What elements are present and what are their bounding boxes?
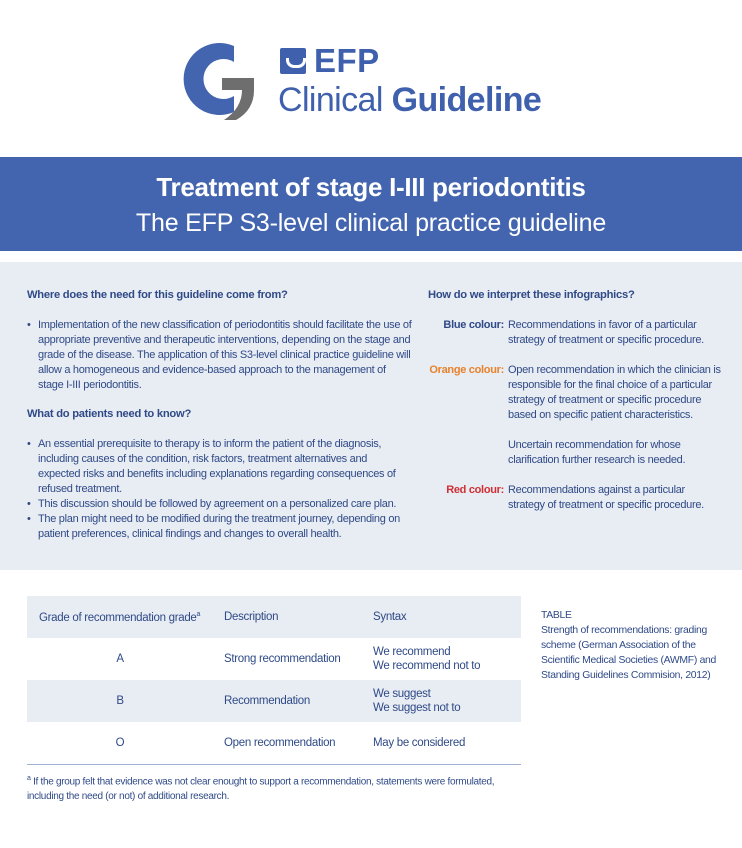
need-bullets [27,318,412,393]
table-footnote [27,771,521,804]
list-item: • This discussion should be followed by agreement on a personalized care plan. [27,497,412,512]
header-grade [39,611,219,624]
title-band [0,157,742,251]
legend-blue-key: Blue colour: [443,319,504,331]
syntax-line: We suggest not to [373,702,461,714]
legend-uncertain [428,438,728,468]
efp-smile-icon [280,48,306,74]
legend-orange-text: Open recommendation in which the clinician is responsible for the final choice of a particular strategy of treatment or specific procedure based on specific patient characteristics. [508,364,721,421]
table-caption [541,608,721,683]
legend-uncertain-key [428,438,508,468]
legend-red-text: Recommendations against a particular strategy of treatment or specific procedure. [508,484,704,511]
description-cell: Open recommendation [224,737,336,749]
caption-text: Strength of recommendations: grading scheme (German Association of the Scientific Medical Societies (AWMF) and Standing Guidelines Commision, 2012) [541,625,717,681]
legend-blue-text: Recommendations in favor of a particular strategy of treatment or specific procedure. [508,319,704,346]
legend-uncertain-text: Uncertain recommendation for whose clarification further research is needed. [508,439,686,466]
header-description: Description [224,611,279,623]
footnote-text: If the group felt that evidence was not clear enought to support a recommendation, statements were formulated, including the need (or not) of additional research. [27,776,495,803]
syntax-line: We suggest [373,688,431,700]
legend-red [428,483,728,513]
syntax-cell: May be considered [373,737,466,749]
list-item: • An essential prerequisite to therapy is to inform the patient of the diagnosis, including causes of the condition, risk factors, treatment alternatives and expected risks and benefits including explanations regarding consequences of refused treatment. [27,437,412,497]
colour-legend [428,318,728,513]
table-row [27,722,521,764]
table-divider [27,764,521,765]
question-need-heading: Where does the need for this guideline come from? [27,289,288,301]
caption-label: TABLE [541,610,572,621]
syntax-line: We recommend not to [373,660,481,672]
header-syntax: Syntax [373,611,407,623]
efp-org-name: EFP [314,42,380,79]
page-title: Treatment of stage I-III periodontitis [156,172,586,202]
clinical-guideline-wordmark [278,80,541,120]
grade-cell: A [116,653,124,665]
grade-cell: O [115,737,125,749]
question-interpret-heading: How do we interpret these infographics? [428,289,635,301]
right-column [428,288,728,513]
patients-bullets [27,437,412,542]
wordmark-bold: Guideline [391,81,542,119]
syntax-line: We recommend [373,646,451,658]
recommendation-table [27,596,521,764]
legend-orange-key: Orange colour: [429,364,504,376]
grade-cell: B [116,695,124,707]
wordmark-light: Clinical [278,81,383,119]
syntax-cell [373,687,518,715]
description-cell: Strong recommendation [224,653,341,665]
left-column [27,288,412,542]
table-row [27,680,521,722]
efp-g-logo-icon [172,38,258,120]
table-row [27,638,521,680]
efp-brand-row [280,44,380,78]
question-patients-heading: What do patients need to know? [27,408,192,420]
syntax-cell [373,645,518,673]
header-grade-text: Grade of recommendation grade [39,611,197,624]
header-logo-area [0,0,742,157]
legend-blue [428,318,728,348]
list-item: • Implementation of the new classification of periodontitis should facilitate the use of appropriate preventive and therapeutic interventions, depending on the stage and grade of the disease. The application of this S3-level clinical practice guideline will allow a homogeneous and evidence-based approach to the management of stage I-III periodontitis. [27,318,412,393]
footnote-sup: a [27,775,31,782]
table-header-row [27,596,521,638]
header-grade-sup: a [196,610,201,618]
description-cell: Recommendation [224,695,310,707]
legend-orange [428,363,728,423]
page-subtitle: The EFP S3-level clinical practice guideline [135,209,607,237]
info-band [0,262,742,570]
list-item: • The plan might need to be modified during the treatment journey, depending on patient preferences, clinical findings and changes to overall health. [27,512,412,542]
legend-red-key: Red colour: [446,484,504,496]
